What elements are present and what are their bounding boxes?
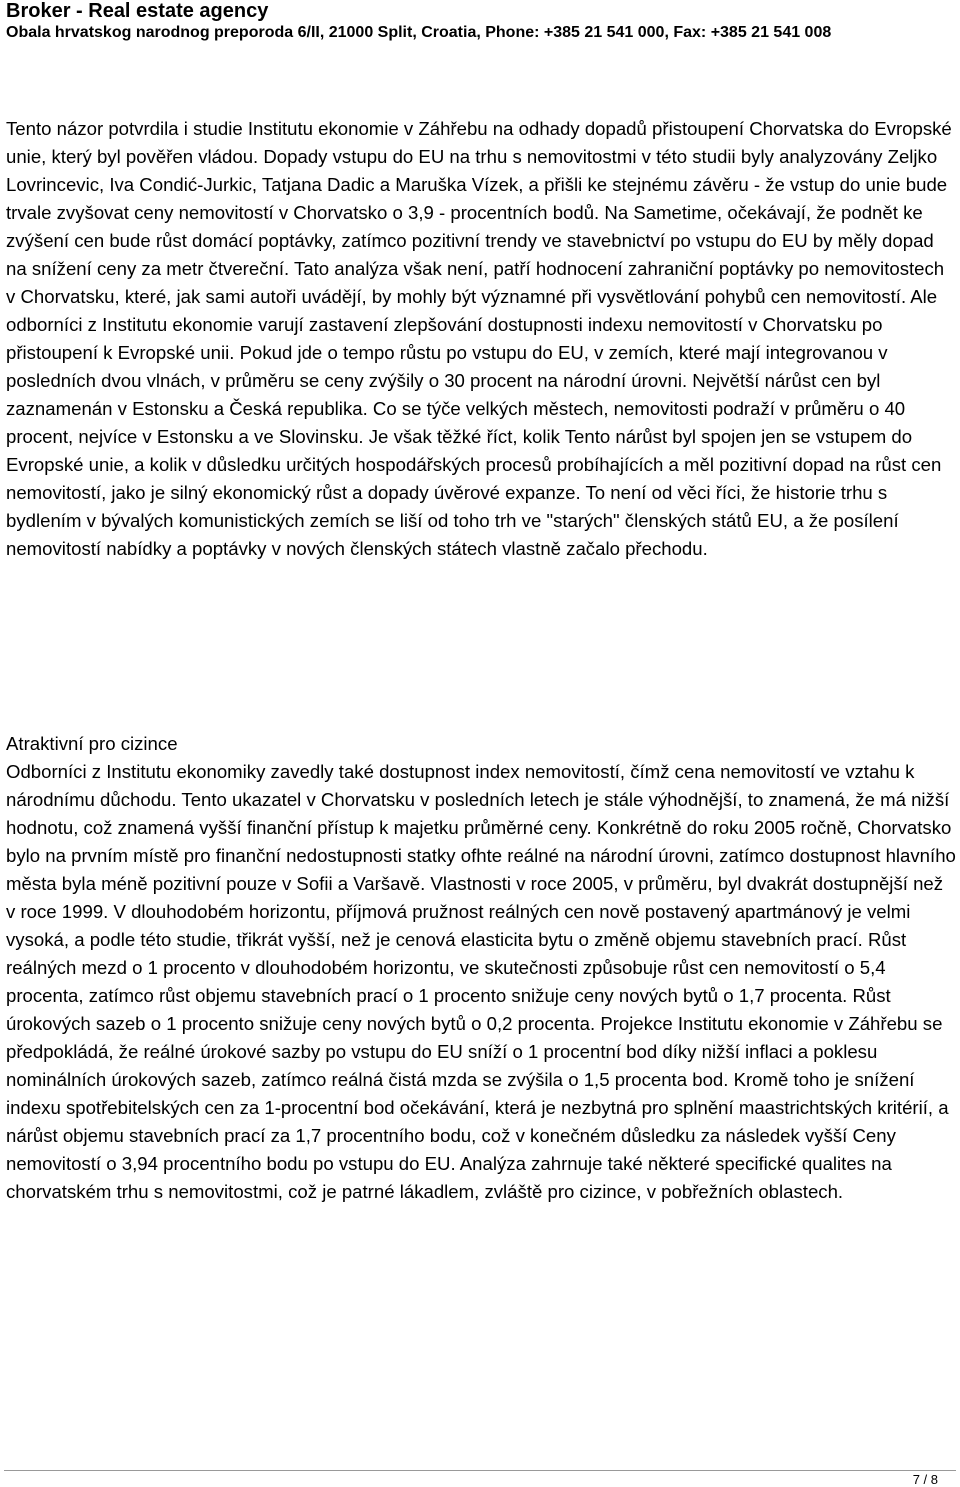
body-paragraph: Tento názor potvrdila i studie Institutu ekonomie v Záhřebu na odhady dopadů přistoupení Chorvatska do Evropské unie, který byl pověřen vládou. Dopady vstupu do EU na trhu s nemovitostmi v této studii byly analyzovány Zeljko Lovrincevic, Iva Condić-Jurkic, Tatjana Dadic a Maruška Vízek, a přišli ke stejnému závěru - že vstup do unie bude trvale zvyšovat ceny nemovitostí v Chorvatsko o 3,9 - procentních bodů. Na Sametime, očekávají, že podnět ke zvýšení cen bude růst domácí poptávky, zatímco pozitivní trendy ve stavebnictví po vstupu do EU by měly dopad na snížení ceny za metr čtvereční. Tato analýza však není, patří hodnocení zahraniční poptávky po nemovitostech v Chorvatsku, které, jak sami autoři uvádějí, by mohly být významné při vysvětlování pohybů cen nemovitostí. Ale odborníci z Institutu ekonomie varují zastavení zlepšování dostupnosti indexu nemovitostí v Chorvatsku po přistoupení k Evropské unii. Pokud jde o tempo růstu po vstupu do EU, v zemích, které mají integrovanou v posledních dvou vlnách, v průměru se ceny zvýšily o 30 procent na národní úrovni. Největší nárůst cen byl zaznamenán v Estonsku a Česká republika. Co se týče velkých městech, nemovitosti podraží v průměru o 40 procent, nejvíce v Estonsku a ve Slovinsku. Je však těžké říct, kolik Tento nárůst byl spojen jen se vstupem do Evropské unie, a kolik v důsledku určitých hospodářských procesů probíhajících a měl pozitivní dopad na růst cen nemovitostí, jako je silný ekonomický růst a dopady úvěrové expanze. To není od věci říci, že historie trhu s bydlením v bývalých komunistických zemích se liší od toho trh ve "starých" členských států EU, a že posílení nemovitostí nabídky a poptávky v nových členských státech vlastně začalo přechodu. <box>6 118 952 559</box>
agency-address: Obala hrvatskog narodnog preporoda 6/II, 21000 Split, Croatia, Phone: +385 21 541 000, Fax: +385 21 541 008 <box>6 24 832 41</box>
page-header <box>6 0 956 43</box>
section-attractive-for-foreigners <box>6 730 956 1206</box>
page-number: 7 / 8 <box>912 1472 938 1487</box>
section-heading: Atraktivní pro cizince <box>6 733 178 754</box>
footer-divider <box>4 1470 956 1471</box>
section-paragraph: Odborníci z Institutu ekonomiky zavedly také dostupnost index nemovitostí, čímž cena nemovitostí ve vztahu k národnímu důchodu. Tento ukazatel v Chorvatsku v posledních letech je stále výhodnější, to znamená, že má nižší hodnotu, což znamená vyšší finanční přístup k majetku průměrné ceny. Konkrétně do roku 2005 ročně, Chorvatsko bylo na prvním místě pro finanční nedostupnosti statky ofhte reálné na národní úrovni, zatímco dostupnost hlavního města byla méně pozitivní pouze v Sofii a Varšavě. Vlastnosti v roce 2005, v průměru, byl dvakrát dostupnější než v roce 1999. V dlouhodobém horizontu, příjmová pružnost reálných cen nově postavený apartmánový je velmi vysoká, a podle této studie, třikrát vyšší, než je cenová elasticita bytu o změně objemu stavebních prací. Růst reálných mezd o 1 procento v dlouhodobém horizontu, ve skutečnosti způsobuje růst cen nemovitostí o 5,4 procenta, zatímco růst objemu stavebních prací o 1 procento snižuje ceny nových bytů o 1,7 procenta. Růst úrokových sazeb o 1 procento snižuje ceny nových bytů o 0,2 procenta. Projekce Institutu ekonomie v Záhřebu se předpokládá, že reálné úrokové sazby po vstupu do EU sníží o 1 procentní bod díky nižší inflaci a poklesu nominálních úrokových sazeb, zatímco reálná čistá mzda se zvýšila o 1,5 procenta bod. Kromě toho je snížení indexu spotřebitelských cen za 1-procentní bod očekávání, která je nezbytná pro splnění maastrichtských kritérií, a nárůst objemu stavebních prací za 1,7 procentního bodu, což v konečném důsledku za následek vyšší Ceny nemovitostí o 3,94 procentního bodu po vstupu do EU. Analýza zahrnuje také některé specifické qualites na chorvatském trhu s nemovitostmi, což je patrné lákadlem, zvláště pro cizince, v pobřežních oblastech. <box>6 761 956 1202</box>
agency-name: Broker - Real estate agency <box>6 0 269 22</box>
